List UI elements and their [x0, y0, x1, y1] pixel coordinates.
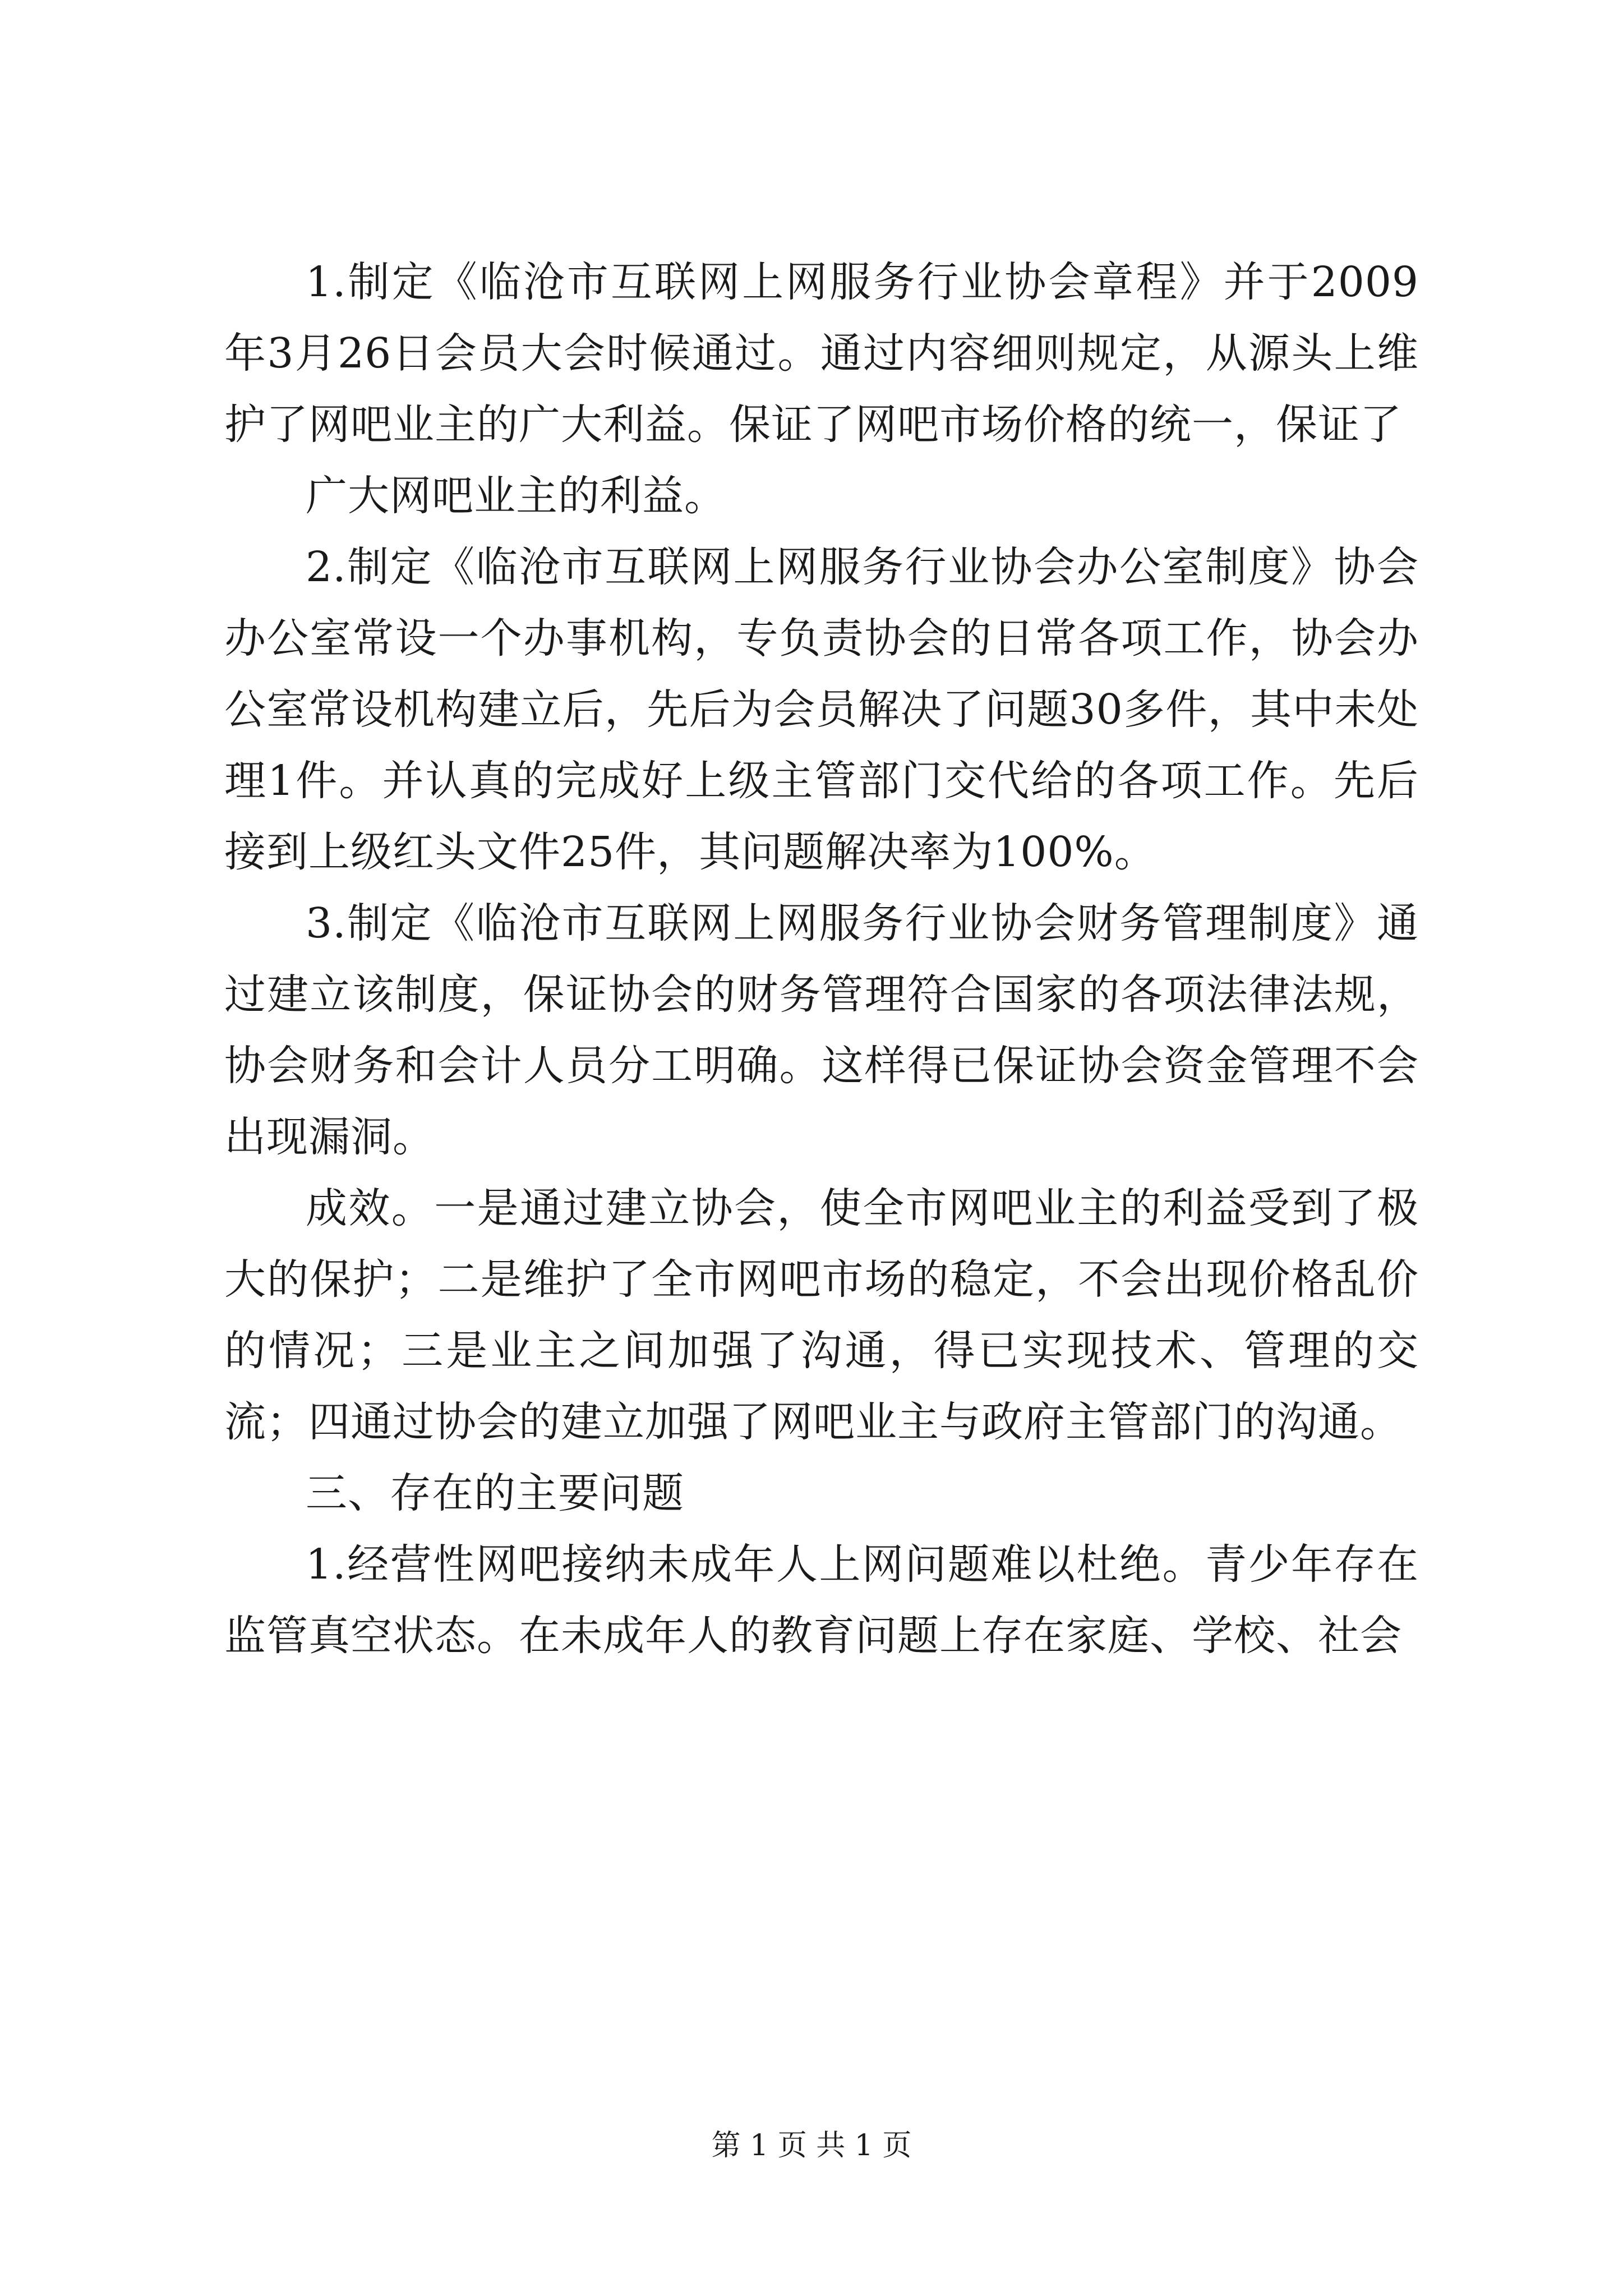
paragraph-financial-system: 3.制定《临沧市互联网上网服务行业协会财务管理制度》通过建立该制度，保证协会的财务管理符合国家的各项法律法规，协会财务和会计人员分工明确。这样得已保证协会资金管理不会出现漏洞。 [224, 899, 1419, 1161]
paragraph-minors-problem: 1.经营性网吧接纳未成年人上网问题难以杜绝。青少年存在监管真空状态。在未成年人的教育问题上存在家庭、学校、社会 [224, 1540, 1419, 1660]
paragraph-office-system: 2.制定《临沧市互联网上网服务行业协会办公室制度》协会办公室常设一个办事机构，专负责协会的日常各项工作，协会办公室常设机构建立后，先后为会员解决了问题30多件，其中未处理1件。并认真的完成好上级主管部门交代给的各项工作。先后接到上级红头文件25件，其问题解决率为100%。 [224, 543, 1419, 876]
paragraph-articles-of-association: 1.制定《临沧市互联网上网服务行业协会章程》并于2009年3月26日会员大会时候通过。通过内容细则规定，从源头上维护了网吧业主的广大利益。保证了网吧市场价格的统一，保证了 [224, 258, 1419, 449]
page-number-footer: 第 1 页 共 1 页 [711, 2129, 912, 2162]
paragraph-continuation: 广大网吧业主的利益。 [306, 472, 726, 520]
document-body [224, 247, 1419, 1672]
paragraph-results: 成效。一是通过建立协会，使全市网吧业主的利益受到了极大的保护；二是维护了全市网吧市场的稳定，不会出现价格乱价的情况；三是业主之间加强了沟通，得已实现技术、管理的交流；四通过协会的建立加强了网吧业主与政府主管部门的沟通。 [224, 1184, 1419, 1446]
section-heading-main-problems: 三、存在的主要问题 [306, 1469, 684, 1517]
